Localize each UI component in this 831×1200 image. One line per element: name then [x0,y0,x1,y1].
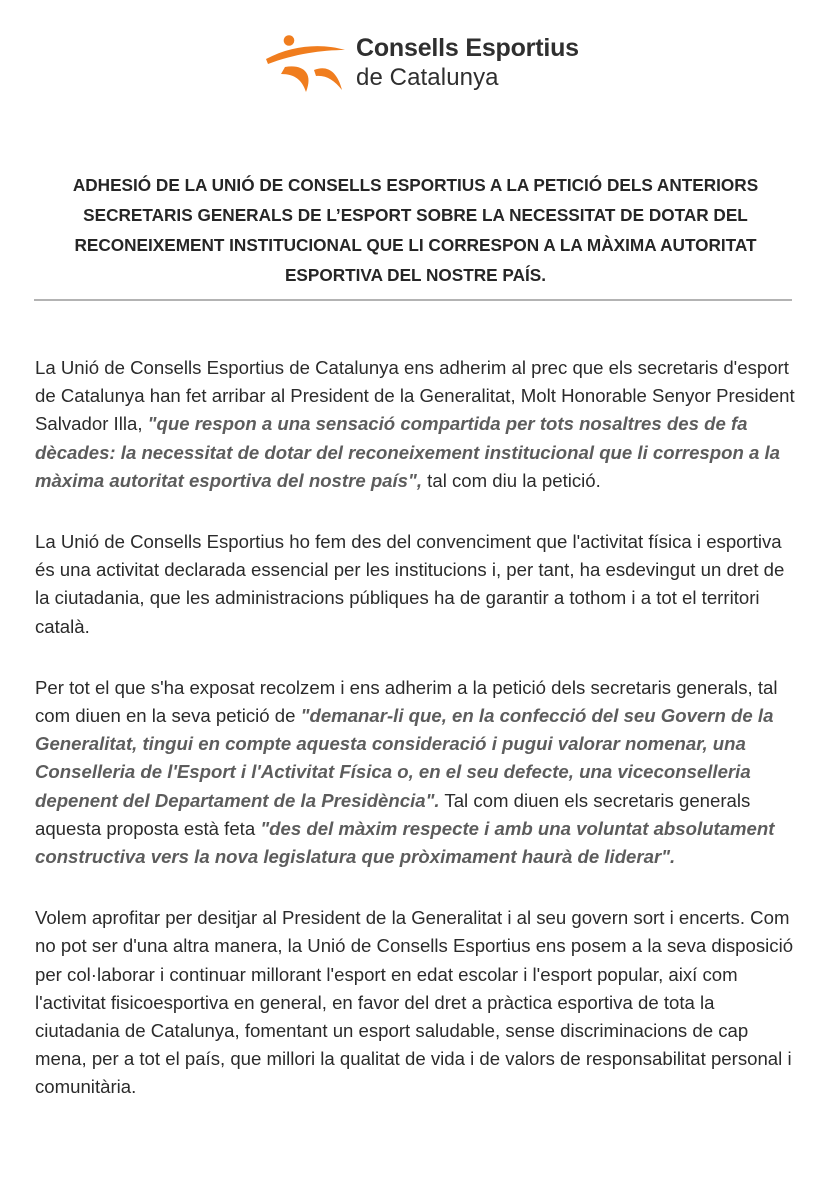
logo-arm-stroke [266,46,345,64]
paragraph-1-text-b: tal com diu la petició. [422,469,601,491]
paragraph-3-text-b: Tal com diuen els secretaris generals aquesta proposta està feta [35,789,751,839]
paragraph-4-text: Volem aprofitar per desitjar al President de la Generalitat i al seu govern sort i encerts. Com no pot ser d'una altra manera, la Unió de Consells Esportius ens posem a la seva disposició per col·laborar i continuar millorant l'esport en edat escolar i l'esport popular, així com l'activitat fisicoesportiva en general, en favor del dret a pràctica esportiva de tota la ciutadania de Catalunya, fomentant un esport saludable, sense discriminacions de cap mena, per a tot el país, que millori la qualitat de vida i de valors de responsabilitat personal i comunitària. [35,907,794,1098]
paragraph-3-text-a: Per tot el que s'ha exposat recolzem i ens adherim a la petició dels secretaris generals, tal com diuen en la seva petició de [35,676,778,727]
paragraph-1-quote: "que respon a una sensació compartida per tots nosaltres des de fa dècades: la necessitat de dotar del reconeixement institucional que li correspon a la màxima autoritat esportiva del nostre país", [35,413,781,491]
logo-head [284,35,295,46]
brand-name-line1: Consells Esportius [356,34,579,62]
document-title: ADHESIÓ DE LA UNIÓ DE CONSELLS ESPORTIUS A LA PETICIÓ DELS ANTERIORS SECRETARIS GENERALS DE L’ESPORT SOBRE LA NECESSITAT DE DOTAR DEL RECONEIXEMENT INSTITUCIONAL QUE LI CORRESPON A LA MÀXIMA AUTORITAT ESPORTIVA DEL NOSTRE PAÍS. [72,175,759,285]
paragraph-1-text-a: La Unió de Consells Esportius de Catalunya ens adherim al prec que els secretaris d'esport de Catalunya han fet arribar al President de la Generalitat, Molt Honorable Senyor President Salvador Illa, [35,357,795,435]
paragraph-3 [35,674,800,871]
brand-name-line2: de Catalunya [356,64,499,91]
paragraph-2 [35,528,800,641]
logo-leg-stroke [314,68,342,90]
title-divider [34,299,792,301]
document-body [35,354,800,1102]
stylized-runner-icon [262,34,348,94]
logo-body-stroke [281,66,309,92]
paragraph-2-text: La Unió de Consells Esportius ho fem des del convenciment que l'activitat física i esportiva és una activitat declarada essencial per les institucions i, per tant, ha esdevingut un dret de la ciutadania, que les administracions públiques ha de garantir a tothom i a tot el territori català. [35,531,785,637]
paragraph-1 [35,354,800,495]
paragraph-4 [35,904,800,1101]
paragraph-3-quote-b: "des del màxim respecte i amb una voluntat absolutament constructiva vers la nova legislatura que pròximament haurà de liderar". [35,817,775,868]
paragraph-3-quote-a: "demanar-li que, en la confecció del seu Govern de la Generalitat, tingui en compte aquesta consideració i pugui valorar nomenar, una Conselleria de l'Esport i l'Activitat Física o, en el seu defecte, una viceconselleria depenent del Departament de la Presidència". [35,705,774,811]
document-header [0,26,831,106]
brand-wordmark [356,36,579,90]
